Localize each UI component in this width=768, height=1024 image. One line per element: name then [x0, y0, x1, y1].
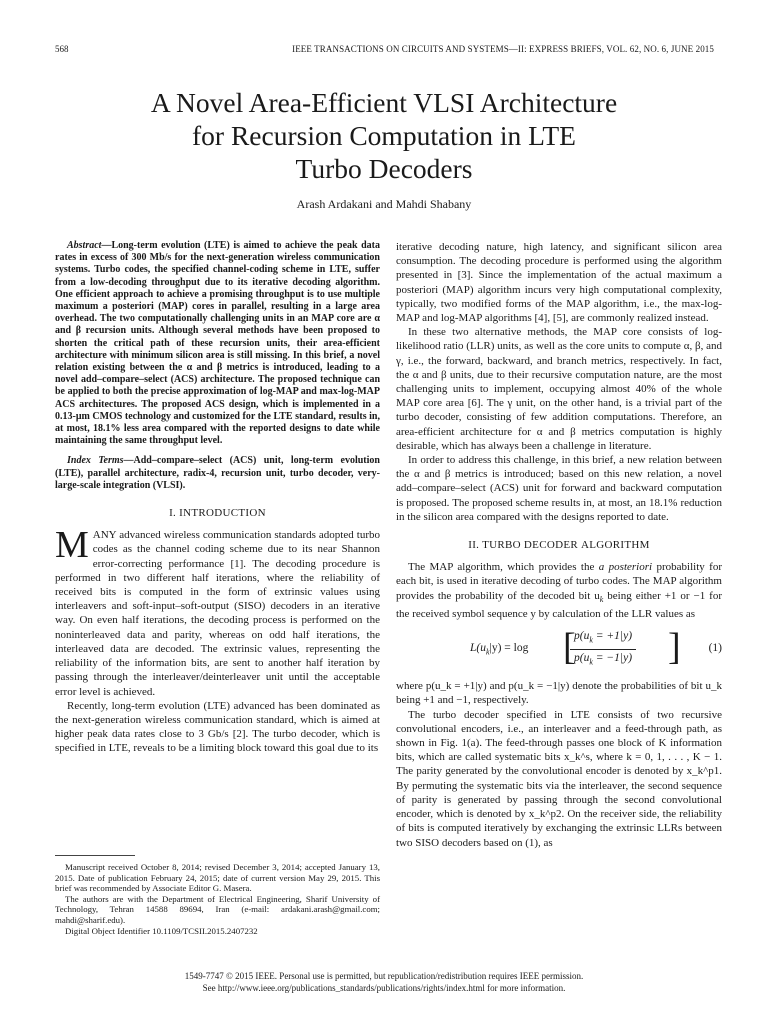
section-rest: NTRODUCTION [183, 507, 266, 520]
section-numeral: II. [468, 539, 483, 552]
bracket-left: [ [563, 626, 576, 669]
title-line: A Novel Area-Efficient VLSI Architecture [150, 87, 618, 118]
right-column [396, 240, 722, 850]
eq-lhs-a: L(u [470, 642, 486, 655]
fraction-numerator: $p(u_k = +1|y)$ [570, 629, 636, 650]
footnote-doi: Digital Object Identifier 10.1109/TCSII.2015.2407232 [65, 925, 258, 936]
section-heading-introduction [55, 506, 380, 520]
equation-1 [396, 626, 722, 669]
algo-p1-part: being either +1 or −1 for the received symbol sequence y by calculation of the LLR values as [396, 589, 723, 621]
bracket-right: ] [668, 626, 681, 669]
eq-num-a: p(u [574, 630, 590, 643]
abstract-text: —Long-term evolution (LTE) is aimed to achieve the peak data rates in excess of 300 Mb/s for the next-generation wireless communication systems. Turbo codes, the specified channel-coding scheme in LTE, suffer from a low-decoding throughput due to its iterative decoding algorithm. One efficient approach to achieve a promising throughput is to use multiple maximum a posteriori (MAP) cores in parallel, resulting in a large area overhead. The two computationally challenging units in an MAP core are α and β recursion units. Although several methods have been proposed to shorten the critical path of these recursion units, their area-efficient architecture with minimum silicon area is still missing. In this brief, a novel relation existing between the α and β metrics is introduced, leading to a novel add–compare–select (ACS) architecture. The proposed technique can be applied to both the precise approximation of log-MAP and max-log-MAP ACS architectures. The proposed ACS design, which is implemented in a 0.13-μm CMOS technology and customized for the LTE standard, results in, at most, 18.1% less area compared with the reported designs to date while maintaining the same throughput level. [55, 240, 380, 447]
section-initial: D [523, 539, 533, 552]
algo-paragraph-2: where p(u_k = +1|y) and p(u_k = −1|y) denote the probabilities of bit u_k being +1 and −1, respectively. [396, 680, 722, 707]
section-rest: LGORITHM [589, 539, 650, 552]
right-paragraph-3: In order to address this challenge, in this brief, a new relation between the α and β metrics is introduced; based on this new relation, a novel add–compare–select (ACS) unit for forward and backward computation is proposed. The proposed scheme results in, at most, an 18.1% reduction in the silicon area compared with the designs reported to date. [396, 454, 722, 523]
intro-paragraph-1 [55, 524, 380, 698]
equation-lhs: $L(u_k|y) = \log$ [470, 642, 529, 657]
fraction-denominator: $p(u_k = -1|y)$ [574, 651, 633, 667]
right-paragraph-1: iterative decoding nature, high latency, and significant silicon area consumption. The decoding procedure is performed using the algorithm presented in [3]. Since the implementation of the actual maximum a posteriori (MAP) algorithm incurs very high computational complexity, typically, two modified forms of the MAP algorithm, i.e., the max-log-MAP and log-MAP algorithms [4], [5], are commonly realized instead. [396, 241, 722, 325]
section-heading-turbo-decoder [396, 538, 722, 552]
section-rest: URBO [489, 539, 524, 552]
section-numeral: I. [169, 507, 180, 520]
left-column [55, 240, 380, 756]
eq-num-b: = +1|y) [592, 630, 633, 643]
section-initial: T [482, 539, 490, 552]
intro-p1-text: ANY advanced wireless communication standards adopted turbo codes as the channel coding scheme due to its near Shannon error-correcting performance [1]. The decoding procedure is performed in two different half iterations, where the reliability of received bits is computed in the form of extrinsic values using interleavers and soft-input–soft-output (SISO) decoders in an iterative way. On even half iterations, the decoding process is performed on the noninterleaved data and parity, whereas on odd half iterations, the interleaved data are decoded. The extrinsic values, representing the reliability of the information bits, are sent to another half iteration by passing through the interleaver/deinterleaver unit until the acceptable error level is achieved. [55, 529, 380, 698]
algo-p1-part: probability for each bit, is used in iterative decoding of turbo codes. The MAP algorithm provides the probability of the decoded bit u [396, 561, 722, 602]
eq-den-b: = −1|y) [592, 651, 633, 664]
abstract-lead: Abstract [67, 240, 102, 251]
algo-p1-part: The MAP algorithm, which provides the [408, 561, 599, 574]
copyright-footer [0, 970, 768, 994]
equation-number: (1) [708, 642, 722, 655]
eq-den-a: p(u [574, 651, 590, 664]
paper-title [80, 86, 688, 185]
running-header [55, 44, 714, 56]
author-list: Arash Ardakani and Mahdi Shabany [296, 197, 472, 211]
index-terms-lead: Index Terms [67, 455, 124, 467]
page-number: 568 [55, 44, 69, 54]
section-initial: A [581, 539, 590, 552]
drop-cap: M [55, 524, 89, 567]
title-line: Turbo Decoders [295, 153, 473, 184]
intro-paragraph-2: Recently, long-term evolution (LTE) advanced has been dominated as the next-generation wireless communication standard, which is aimed at higher peak data rates close to 3 Gb/s [2]. The turbo decoder, which is specified in LTE, reveals to be a limiting block toward this goal due to its [55, 699, 380, 755]
footnote-manuscript: Manuscript received October 8, 2014; revised December 3, 2014; accepted January 13, 2015. Date of publication February 24, 2015; date of current version May 29, 2015. This brief was recommended by Associate Editor G. Masera. [55, 862, 380, 894]
abstract [55, 240, 380, 447]
title-line: for Recursion Computation in LTE [192, 120, 576, 151]
right-paragraph-2: In these two alternative methods, the MAP core consists of log-likelihood ratio (LLR) units, as well as the core units to compute α, β, and γ, i.e., the forward, backward, and branch metrics, respectively. In fact, the α and β units, due to their recursive computation nature, are the most challenging units to implement, occupying almost 40% of the whole MAP core area [6]. The γ unit, on the other hand, is a trivial part of the turbo decoder, consisting of few addition computations. Therefore, an area-efficient architecture for α and β metrics computation is highly desirable, which has always been a challenge in literature. [396, 326, 722, 452]
section-initial: I [179, 507, 184, 520]
footnote-divider [55, 855, 135, 856]
eq-lhs-b: |y) = log [489, 642, 529, 655]
algo-paragraph-1: The MAP algorithm, which provides the a posteriori probability for each bit, is used in iterative decoding of turbo codes. The MAP algorithm provides the probability of the decoded bit $u_k$ being either +1 or −1 for the received symbol sequence y by calculation of the LLR values as [396, 561, 723, 621]
algo-paragraph-3: The turbo decoder specified in LTE consists of two recursive convolutional encoders, i.e., an interleaver and a feed-through path, as shown in Fig. 1(a). The feed-through passes one block of K information bits, which are called systematic bits x_k^s, where k = 0, 1, . . . , K − 1. The parity generated by the convolutional encoder is denoted by x_k^p1. By permuting the systematic bits via the interleaver, the second sequence of parity is generated by passing through the second convolutional encoder, which is denoted by x_k^p2. On the receiver side, the reliability of bits is computed iteratively by exchanging the extrinsic LLRs between two SISO decoders based on (1), as [396, 708, 722, 849]
footnote-affiliation: The authors are with the Department of Electrical Engineering, Sharif University of Technology, Tehran 14588 89694, Iran (e-mail: ardakani.arash@gmail.com; mahdi@sharif.edu). [55, 893, 380, 925]
index-terms [55, 455, 380, 492]
footnotes [55, 862, 380, 936]
equation-fraction [570, 629, 636, 669]
algo-p1-italic: a posteriori [598, 561, 653, 574]
journal-name: IEEE TRANSACTIONS ON CIRCUITS AND SYSTEMS—II: EXPRESS BRIEFS, VOL. 62, NO. 6, JUNE 2015 [292, 44, 714, 54]
copyright-line: 1549-7747 © 2015 IEEE. Personal use is permitted, but republication/redistribution requires IEEE permission. [184, 971, 584, 981]
section-rest: ECODER [532, 539, 582, 552]
index-terms-text: —Add–compare–select (ACS) unit, long-term evolution (LTE), parallel architecture, radix-4, recursion unit, turbo decoder, very-large-scale integration (VLSI). [55, 455, 380, 491]
rights-url-line: See http://www.ieee.org/publications_standards/publications/rights/index.html for more information. [202, 983, 566, 993]
